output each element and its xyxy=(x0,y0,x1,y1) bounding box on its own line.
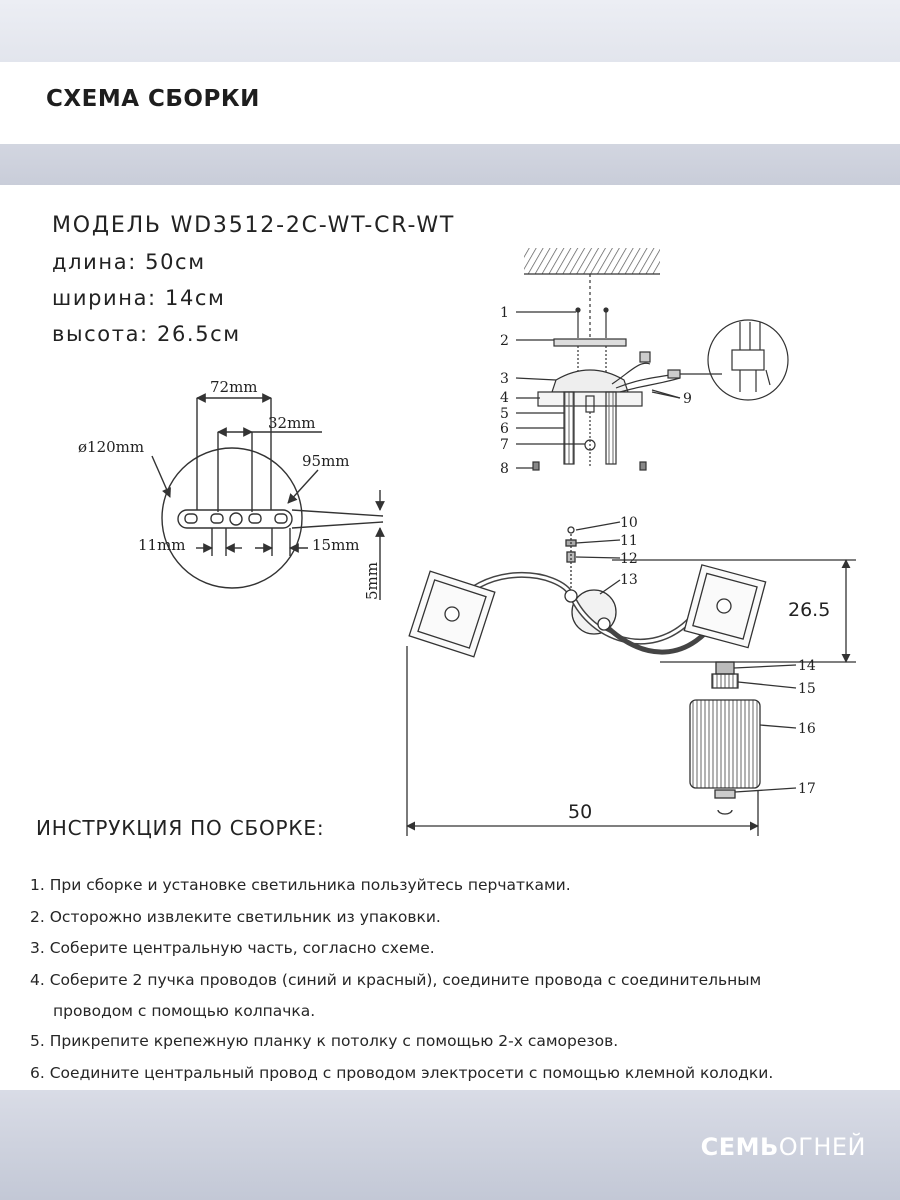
brand-light: ОГНЕЙ xyxy=(778,1133,866,1161)
spec-width: ширина: 14см xyxy=(52,286,226,310)
part-label-9: 9 xyxy=(683,391,692,407)
dim-15-label: 15mm xyxy=(312,536,360,554)
instruction-step xyxy=(30,1058,890,1090)
part-label-12: 12 xyxy=(620,551,638,567)
step-text: Осторожно извлеките светильник из упаковки. xyxy=(49,907,441,926)
step-number: 4. xyxy=(30,970,45,989)
instruction-step xyxy=(30,933,890,965)
part-label-10: 10 xyxy=(620,515,638,531)
plate-dimension-labels xyxy=(78,378,381,600)
step-text: Соедините центральный провод с проводом электросети с помощью клемной колодки. xyxy=(49,1063,774,1082)
step-text-continuation: проводом с помощью колпачка. xyxy=(53,1002,316,1020)
step-text: Соберите 2 пучка проводов (синий и красный), соедините провода с соединительным xyxy=(49,970,762,989)
spec-length: длина: 50см xyxy=(52,250,206,274)
instructions-heading: ИНСТРУКЦИЯ ПО СБОРКЕ: xyxy=(36,816,325,840)
brand-logo xyxy=(701,1133,866,1161)
instruction-step xyxy=(30,902,890,934)
part-label-4: 4 xyxy=(500,390,509,406)
dim-length-label: 50 xyxy=(568,801,593,823)
dim-height-label: 26.5 xyxy=(788,599,831,621)
part-label-17: 17 xyxy=(798,781,816,797)
spec-height: высота: 26.5см xyxy=(52,322,241,346)
ceiling-hatch xyxy=(524,248,660,274)
dim-diameter-label: ø120mm xyxy=(78,438,145,456)
step-number: 1. xyxy=(30,876,45,894)
part-label-13: 13 xyxy=(620,572,638,588)
part-label-3: 3 xyxy=(500,371,509,387)
step-number: 2. xyxy=(30,907,45,926)
part-label-15: 15 xyxy=(798,681,816,697)
dim-11-label: 11mm xyxy=(138,536,186,554)
dim-72-label: 72mm xyxy=(210,378,258,396)
page-title: СХЕМА СБОРКИ xyxy=(46,86,260,112)
dim-5-label: 5mm xyxy=(363,562,381,600)
step-number: 3. xyxy=(30,939,45,957)
step-text: Прикрепите крепежную планку к потолку с помощью 2-х саморезов. xyxy=(49,1032,619,1050)
fixture-drawing xyxy=(407,522,856,836)
spec-model: МОДЕЛЬ WD3512-2C-WT-CR-WT xyxy=(52,213,456,238)
dim-32-label: 32mm xyxy=(268,414,316,432)
dim-95-label: 95mm xyxy=(302,452,350,470)
step-text: При сборке и установке светильника пользуйтесь перчатками. xyxy=(49,876,571,894)
instruction-step xyxy=(30,1026,890,1058)
part-label-2: 2 xyxy=(500,333,509,349)
instruction-step xyxy=(30,965,890,1027)
step-number: 6. xyxy=(30,1063,45,1082)
part-label-5: 5 xyxy=(500,406,509,422)
part-label-16: 16 xyxy=(798,721,816,737)
step-number: 5. xyxy=(30,1032,45,1050)
part-label-1: 1 xyxy=(500,305,509,321)
part-label-11: 11 xyxy=(620,533,638,549)
part-label-7: 7 xyxy=(500,437,509,453)
part-label-6: 6 xyxy=(500,421,509,437)
part-label-14: 14 xyxy=(798,658,816,674)
instructions-list xyxy=(30,870,890,1089)
plate-circle xyxy=(162,448,302,588)
instruction-step xyxy=(30,870,890,902)
step-text: Соберите центральную часть, согласно схеме. xyxy=(49,939,435,957)
brand-bold: СЕМЬ xyxy=(700,1133,779,1161)
part-label-8: 8 xyxy=(500,461,509,477)
exploded-parts-drawing xyxy=(516,248,788,470)
